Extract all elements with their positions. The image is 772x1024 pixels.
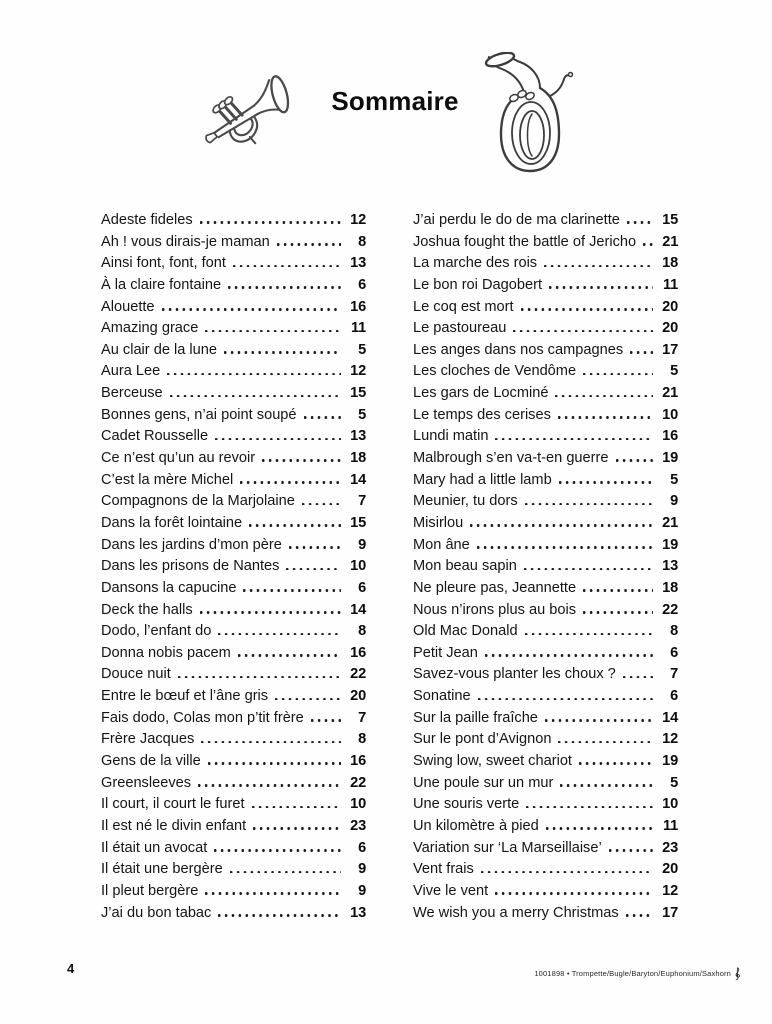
toc-entry-title: Les anges dans nos campagnes bbox=[413, 341, 624, 358]
toc-entry-page-number: 16 bbox=[350, 644, 366, 661]
toc-entry-page-number: 5 bbox=[358, 406, 366, 423]
toc-entry-title: Bonnes gens, n’ai point soupé bbox=[101, 406, 297, 423]
toc-entry-page-number: 5 bbox=[358, 341, 366, 358]
toc-entry-title: Variation sur ‘La Marseillaise’ bbox=[413, 839, 602, 856]
toc-entry-title: Ah ! vous dirais-je maman bbox=[101, 233, 270, 250]
toc-entry bbox=[413, 664, 678, 686]
dot-leader bbox=[167, 373, 341, 376]
toc-entry-page-number: 14 bbox=[350, 471, 366, 488]
dot-leader bbox=[224, 351, 341, 354]
toc-entry bbox=[101, 578, 366, 600]
dot-leader bbox=[286, 568, 341, 571]
toc-entry-title: Dodo, l’enfant do bbox=[101, 623, 212, 640]
dot-leader bbox=[249, 524, 341, 527]
dot-leader bbox=[200, 611, 341, 614]
toc-entry-page-number: 9 bbox=[358, 882, 366, 899]
dot-leader bbox=[198, 784, 341, 787]
dot-leader bbox=[214, 849, 341, 852]
toc-entry bbox=[413, 578, 678, 600]
dot-leader bbox=[477, 546, 653, 549]
toc-entry-page-number: 15 bbox=[662, 212, 678, 228]
toc-entry-title: Misirlou bbox=[413, 514, 464, 531]
dot-leader bbox=[304, 416, 341, 419]
toc-entry-title: Joshua fought the battle of Jericho bbox=[413, 233, 637, 250]
toc-entry-title: Mon âne bbox=[413, 536, 470, 553]
toc-entry bbox=[413, 361, 678, 383]
dot-leader bbox=[525, 503, 653, 506]
toc-entry bbox=[101, 210, 366, 232]
toc-entry bbox=[413, 794, 678, 816]
dot-leader bbox=[583, 589, 653, 592]
dot-leader bbox=[238, 654, 341, 657]
dot-leader bbox=[643, 243, 653, 246]
toc-entry-title: Cadet Rousselle bbox=[101, 428, 209, 445]
toc-entry bbox=[413, 838, 678, 860]
toc-entry-page-number: 13 bbox=[350, 904, 366, 921]
dot-leader bbox=[170, 395, 341, 398]
toc-entry-title: J’ai du bon tabac bbox=[101, 904, 212, 921]
toc-entry bbox=[413, 751, 678, 773]
toc-entry-page-number: 6 bbox=[358, 839, 366, 856]
toc-entry-title: Savez-vous planter les choux ? bbox=[413, 666, 616, 683]
toc-entry-page-number: 6 bbox=[358, 579, 366, 596]
toc-entry-title: Ne pleure pas, Jeannette bbox=[413, 579, 577, 596]
dot-leader bbox=[478, 698, 653, 701]
toc-entry-page-number: 11 bbox=[662, 817, 678, 834]
toc-entry bbox=[413, 426, 678, 448]
toc-entry-page-number: 5 bbox=[670, 363, 678, 380]
toc-entry-page-number: 11 bbox=[350, 320, 366, 337]
toc-entry bbox=[101, 253, 366, 275]
toc-entry-page-number: 6 bbox=[358, 276, 366, 293]
toc-entry-title: Alouette bbox=[101, 298, 155, 315]
toc-entry-page-number: 8 bbox=[670, 623, 678, 640]
toc-entry bbox=[101, 535, 366, 557]
toc-entry-title: Donna nobis pacem bbox=[101, 644, 231, 661]
toc-entry-title: Frère Jacques bbox=[101, 731, 195, 748]
toc-entry bbox=[101, 556, 366, 578]
toc-entry bbox=[101, 383, 366, 405]
dot-leader bbox=[526, 806, 653, 809]
dot-leader bbox=[616, 459, 654, 462]
dot-leader bbox=[230, 871, 341, 874]
toc-entry-page-number: 8 bbox=[358, 623, 366, 640]
dot-leader bbox=[513, 330, 653, 333]
toc-entry bbox=[101, 903, 366, 925]
toc-column-left bbox=[101, 210, 366, 924]
toc-entry-title: Le bon roi Dagobert bbox=[413, 276, 542, 293]
toc-entry-title: Le coq est mort bbox=[413, 298, 514, 315]
toc-entry-page-number: 13 bbox=[350, 255, 366, 272]
toc-entry-title: Fais dodo, Colas mon p’tit frère bbox=[101, 709, 304, 726]
toc-entry-page-number: 23 bbox=[350, 817, 366, 834]
toc-entry-title: Le temps des cerises bbox=[413, 406, 551, 423]
toc-entry-page-number: 17 bbox=[662, 341, 678, 358]
toc-entry-title: Dans la forêt lointaine bbox=[101, 514, 243, 531]
toc-entry-title: Deck the halls bbox=[101, 601, 193, 618]
toc-entry bbox=[101, 470, 366, 492]
toc-entry-page-number: 19 bbox=[662, 450, 678, 467]
dot-leader bbox=[626, 914, 653, 917]
dot-leader bbox=[252, 806, 341, 809]
toc-entry-page-number: 21 bbox=[662, 385, 678, 402]
folio-page-number: 4 bbox=[67, 961, 75, 976]
toc-entry-page-number: 20 bbox=[662, 861, 678, 878]
toc-column-right bbox=[413, 210, 678, 924]
toc-entry-page-number: 11 bbox=[662, 276, 678, 293]
toc-entry-title: Il court, il court le furet bbox=[101, 796, 245, 813]
toc-entry bbox=[101, 881, 366, 903]
toc-entry bbox=[101, 361, 366, 383]
toc-entry-page-number: 12 bbox=[350, 363, 366, 380]
toc-entry-title: Le pastoureau bbox=[413, 320, 507, 337]
toc-entry-page-number: 19 bbox=[662, 536, 678, 553]
toc-entry-page-number: 9 bbox=[358, 861, 366, 878]
dot-leader bbox=[275, 698, 341, 701]
toc-entry bbox=[101, 600, 366, 622]
dot-leader bbox=[178, 676, 341, 679]
toc-entry bbox=[413, 513, 678, 535]
toc-entry-page-number: 8 bbox=[358, 233, 366, 250]
toc-entry bbox=[413, 297, 678, 319]
toc-entry-page-number: 21 bbox=[662, 233, 679, 250]
dot-leader bbox=[583, 373, 653, 376]
toc-entry-page-number: 13 bbox=[350, 428, 366, 445]
toc-entry bbox=[413, 491, 678, 513]
dot-leader bbox=[495, 892, 653, 895]
toc-entry-title: C’est la mère Michel bbox=[101, 471, 234, 488]
toc-entry bbox=[413, 816, 678, 838]
dot-leader bbox=[524, 568, 653, 571]
toc-entry-title: Sur le pont d’Avignon bbox=[413, 731, 552, 748]
toc-entry-title: Adeste fideles bbox=[101, 212, 193, 228]
toc-entry-title: Une souris verte bbox=[413, 796, 520, 813]
dot-leader bbox=[555, 395, 653, 398]
toc-entry-title: Swing low, sweet chariot bbox=[413, 753, 572, 770]
toc-entry-page-number: 17 bbox=[662, 904, 678, 921]
toc-entry-page-number: 10 bbox=[350, 558, 366, 575]
toc-entry bbox=[413, 535, 678, 557]
toc-entry-title: Sonatine bbox=[413, 688, 471, 705]
toc-entry-page-number: 7 bbox=[358, 709, 366, 726]
toc-entry-title: Compagnons de la Marjolaine bbox=[101, 493, 295, 510]
toc-entry-title: J’ai perdu le do de ma clarinette bbox=[413, 212, 620, 228]
toc-entry-title: Nous n’irons plus au bois bbox=[413, 601, 577, 618]
toc-entry-page-number: 20 bbox=[662, 298, 678, 315]
toc-entry-title: Il était une bergère bbox=[101, 861, 223, 878]
toc-entry-page-number: 16 bbox=[350, 753, 366, 770]
toc-entry bbox=[413, 383, 678, 405]
toc-entry-page-number: 18 bbox=[662, 579, 678, 596]
toc-entry-page-number: 14 bbox=[662, 709, 678, 726]
dot-leader bbox=[583, 611, 653, 614]
toc-entry-title: Une poule sur un mur bbox=[413, 774, 554, 791]
toc-entry-title: Ainsi font, font, font bbox=[101, 255, 226, 272]
toc-entry bbox=[413, 686, 678, 708]
toc-entry-title: Vent frais bbox=[413, 861, 474, 878]
dot-leader bbox=[525, 633, 653, 636]
dot-leader bbox=[544, 265, 653, 268]
toc-entry-page-number: 12 bbox=[662, 731, 678, 748]
dot-leader bbox=[609, 849, 653, 852]
toc-entry bbox=[101, 708, 366, 730]
toc-entry-page-number: 7 bbox=[670, 666, 678, 683]
toc-entry bbox=[413, 253, 678, 275]
dot-leader bbox=[630, 351, 653, 354]
toc-entry bbox=[413, 275, 678, 297]
toc-entry-title: Greensleeves bbox=[101, 774, 192, 791]
toc-entry bbox=[413, 405, 678, 427]
toc-entry bbox=[413, 859, 678, 881]
toc-entry bbox=[101, 816, 366, 838]
dot-leader bbox=[253, 827, 341, 830]
treble-clef-icon bbox=[733, 967, 742, 980]
toc-entry-page-number: 14 bbox=[350, 601, 366, 618]
toc-entry-title: Les cloches de Vendôme bbox=[413, 363, 577, 380]
toc-entry-page-number: 10 bbox=[662, 406, 678, 423]
toc-entry-page-number: 9 bbox=[670, 493, 678, 510]
dot-leader bbox=[262, 459, 341, 462]
toc-entry-page-number: 6 bbox=[670, 644, 678, 661]
toc-entry-title: Meunier, tu dors bbox=[413, 493, 518, 510]
toc-entry-title: Les gars de Locminé bbox=[413, 385, 549, 402]
dot-leader bbox=[549, 286, 653, 289]
toc-entry-page-number: 23 bbox=[662, 839, 678, 856]
toc-entry bbox=[101, 426, 366, 448]
toc-entry bbox=[413, 729, 678, 751]
toc-entry bbox=[101, 232, 366, 254]
toc-entry bbox=[101, 686, 366, 708]
toc-entry-title: La marche des rois bbox=[413, 255, 538, 272]
toc-entry bbox=[413, 210, 678, 232]
toc-entry bbox=[101, 491, 366, 513]
toc-entry-title: Vive le vent bbox=[413, 882, 489, 899]
toc-entry-title: Lundi matin bbox=[413, 428, 489, 445]
dot-leader bbox=[545, 719, 653, 722]
dot-leader bbox=[277, 243, 341, 246]
dot-leader bbox=[243, 589, 341, 592]
toc-entry bbox=[101, 643, 366, 665]
dot-leader bbox=[208, 762, 341, 765]
toc-entry-title: Petit Jean bbox=[413, 644, 478, 661]
dot-leader bbox=[560, 784, 653, 787]
toc-entry bbox=[413, 708, 678, 730]
toc-entry-page-number: 10 bbox=[662, 796, 678, 813]
toc-entry-title: Mon beau sapin bbox=[413, 558, 517, 575]
toc-entry-title: Ce n’est qu’un au revoir bbox=[101, 450, 256, 467]
toc-entry-page-number: 16 bbox=[662, 428, 678, 445]
dot-leader bbox=[481, 871, 653, 874]
toc-entry-page-number: 20 bbox=[350, 688, 366, 705]
toc-entry-title: Sur la paille fraîche bbox=[413, 709, 538, 726]
dot-leader bbox=[201, 741, 341, 744]
toc-entry-title: Au clair de la lune bbox=[101, 341, 218, 358]
toc-entry bbox=[413, 621, 678, 643]
toc-entry-title: À la claire fontaine bbox=[101, 276, 222, 293]
dot-leader bbox=[485, 654, 653, 657]
toc-entry-page-number: 15 bbox=[350, 385, 366, 402]
dot-leader bbox=[228, 286, 341, 289]
toc-entry bbox=[101, 794, 366, 816]
toc-entry-page-number: 13 bbox=[662, 558, 678, 575]
toc-entry bbox=[101, 751, 366, 773]
footer-imprint-text: 1001898 • Trompette/Bugle/Baryton/Euphonium/Saxhorn bbox=[534, 969, 731, 978]
toc-entry bbox=[101, 729, 366, 751]
toc-entry bbox=[101, 838, 366, 860]
dot-leader bbox=[627, 221, 653, 224]
toc-entry bbox=[101, 859, 366, 881]
toc-entry bbox=[101, 621, 366, 643]
toc-entry bbox=[413, 470, 678, 492]
toc-entry-title: Mary had a little lamb bbox=[413, 471, 552, 488]
dot-leader bbox=[218, 633, 341, 636]
toc-entry bbox=[101, 297, 366, 319]
toc-entry-title: Dansons la capucine bbox=[101, 579, 237, 596]
toc-entry-title: Douce nuit bbox=[101, 666, 171, 683]
toc-entry-title: Entre le bœuf et l’âne gris bbox=[101, 688, 269, 705]
toc-entry-page-number: 19 bbox=[662, 753, 678, 770]
dot-leader bbox=[558, 741, 653, 744]
toc-entry-page-number: 6 bbox=[670, 688, 678, 705]
toc-entry bbox=[413, 643, 678, 665]
toc-entry-page-number: 16 bbox=[350, 298, 366, 315]
dot-leader bbox=[233, 265, 341, 268]
toc-entry bbox=[101, 275, 366, 297]
toc-entry-title: Il est né le divin enfant bbox=[101, 817, 247, 834]
toc-entry-page-number: 22 bbox=[662, 601, 678, 618]
toc-entry-page-number: 12 bbox=[662, 882, 678, 899]
dot-leader bbox=[559, 481, 653, 484]
dot-leader bbox=[215, 438, 341, 441]
toc-entry-page-number: 20 bbox=[662, 320, 678, 337]
dot-leader bbox=[205, 330, 341, 333]
toc-entry bbox=[413, 773, 678, 795]
toc-entry-title: Malbrough s’en va-t-en guerre bbox=[413, 450, 609, 467]
toc-entry bbox=[413, 340, 678, 362]
toc-entry-page-number: 5 bbox=[670, 774, 678, 791]
toc-entry bbox=[101, 773, 366, 795]
toc-entry-page-number: 21 bbox=[662, 514, 678, 531]
toc-entry-title: We wish you a merry Christmas bbox=[413, 904, 619, 921]
toc-entry-title: Aura Lee bbox=[101, 363, 161, 380]
toc-entry bbox=[101, 448, 366, 470]
page-title: Sommaire bbox=[331, 86, 459, 116]
toc-entry-title: Un kilomètre à pied bbox=[413, 817, 539, 834]
dot-leader bbox=[521, 308, 653, 311]
dot-leader bbox=[205, 892, 341, 895]
dot-leader bbox=[162, 308, 341, 311]
toc-entry-page-number: 18 bbox=[662, 255, 678, 272]
toc-entry-title: Amazing grace bbox=[101, 320, 199, 337]
toc-entry-page-number: 18 bbox=[350, 450, 366, 467]
toc-entry-title: Il était un avocat bbox=[101, 839, 208, 856]
toc-entry-page-number: 8 bbox=[358, 731, 366, 748]
toc-entry bbox=[413, 600, 678, 622]
toc-entry-page-number: 9 bbox=[358, 536, 366, 553]
toc-entry bbox=[101, 664, 366, 686]
dot-leader bbox=[558, 416, 653, 419]
dot-leader bbox=[470, 524, 653, 527]
toc-entry bbox=[413, 318, 678, 340]
toc-entry bbox=[101, 340, 366, 362]
toc-entry-title: Gens de la ville bbox=[101, 753, 201, 770]
dot-leader bbox=[289, 546, 341, 549]
toc-entry bbox=[413, 556, 678, 578]
toc-entry bbox=[413, 448, 678, 470]
toc-entry-title: Old Mac Donald bbox=[413, 623, 518, 640]
dot-leader bbox=[623, 676, 653, 679]
toc-entry-page-number: 7 bbox=[358, 493, 366, 510]
toc-entry bbox=[101, 318, 366, 340]
dot-leader bbox=[200, 221, 341, 224]
toc-entry bbox=[101, 513, 366, 535]
toc-entry bbox=[413, 881, 678, 903]
toc-entry-page-number: 22 bbox=[350, 774, 366, 791]
toc-entry-page-number: 22 bbox=[350, 666, 366, 683]
dot-leader bbox=[579, 762, 653, 765]
dot-leader bbox=[302, 503, 341, 506]
toc-entry bbox=[413, 903, 678, 925]
toc-entry-title: Il pleut bergère bbox=[101, 882, 199, 899]
toc-entry bbox=[101, 405, 366, 427]
dot-leader bbox=[495, 438, 653, 441]
dot-leader bbox=[546, 827, 653, 830]
toc-entry-page-number: 12 bbox=[350, 212, 366, 228]
dot-leader bbox=[240, 481, 341, 484]
toc-entry-page-number: 15 bbox=[350, 514, 366, 531]
toc-entry-page-number: 10 bbox=[350, 796, 366, 813]
dot-leader bbox=[311, 719, 341, 722]
toc-entry-page-number: 5 bbox=[670, 471, 678, 488]
toc-entry-title: Dans les jardins d’mon père bbox=[101, 536, 282, 553]
toc-entry bbox=[413, 232, 678, 254]
toc-entry-title: Berceuse bbox=[101, 385, 163, 402]
toc-entry-title: Dans les prisons de Nantes bbox=[101, 558, 280, 575]
footer-imprint bbox=[534, 967, 742, 980]
dot-leader bbox=[218, 914, 341, 917]
